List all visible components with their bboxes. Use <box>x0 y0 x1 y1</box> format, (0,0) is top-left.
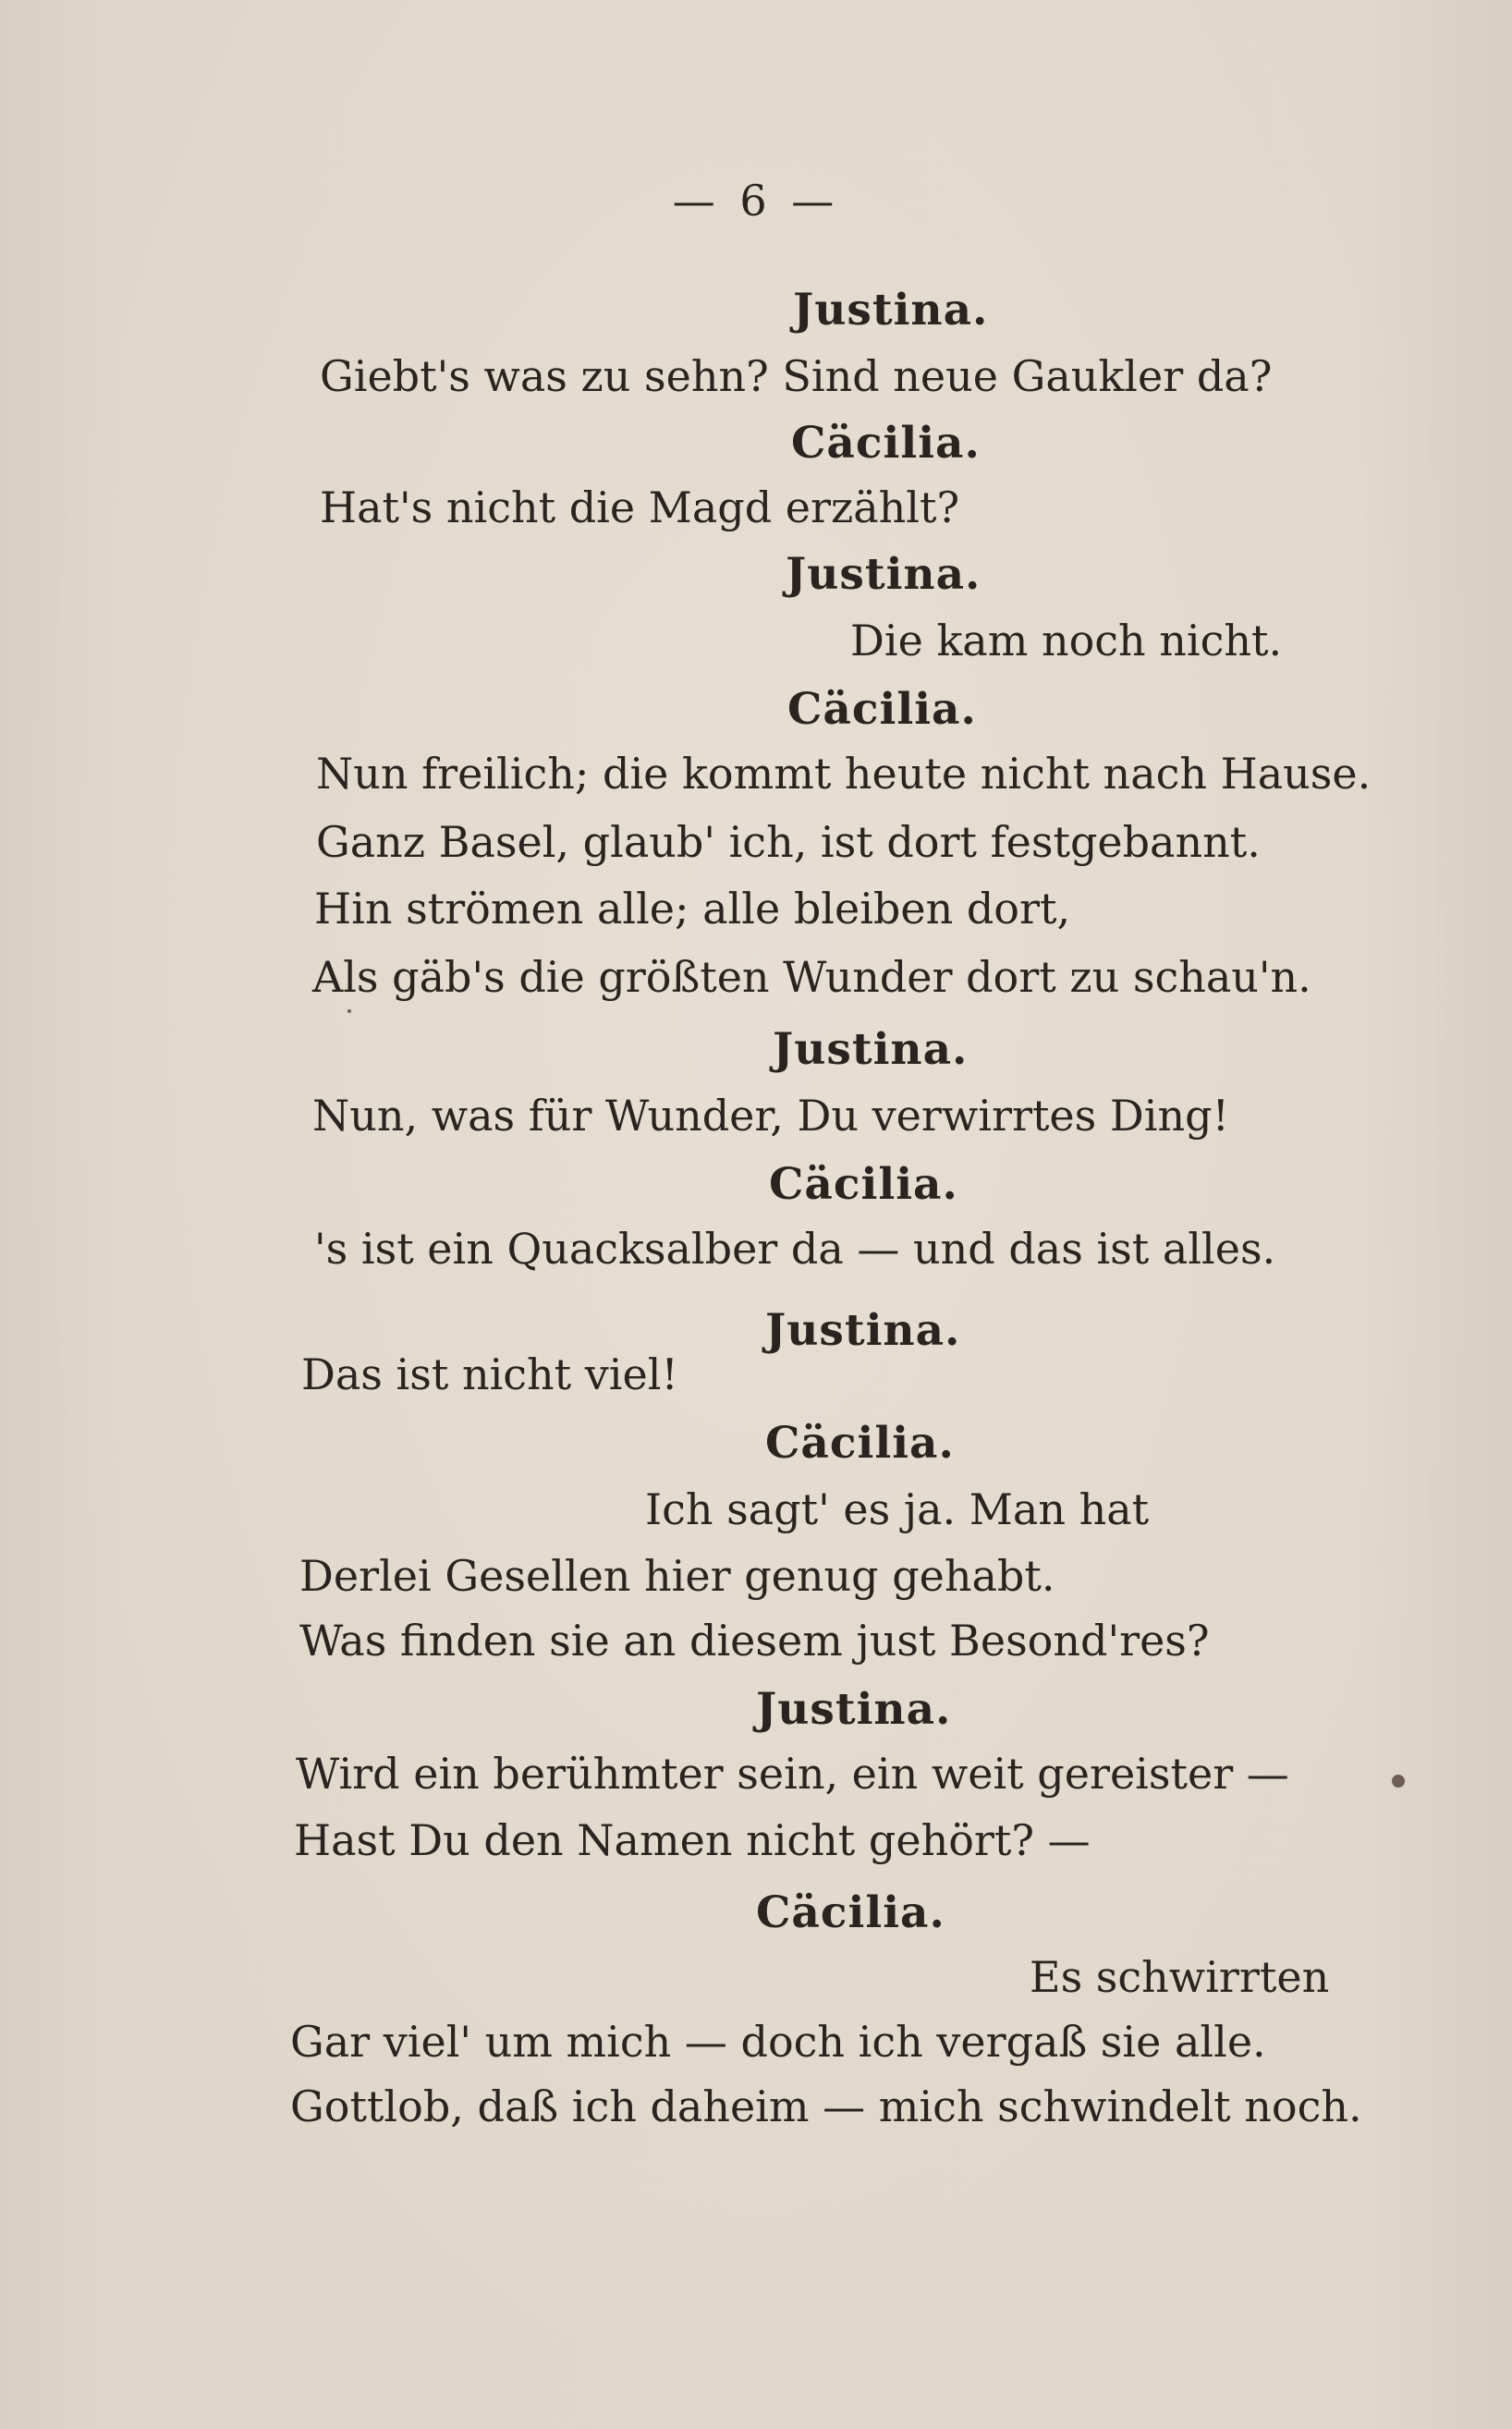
verse-line: Was finden sie an diesem just Besond'res? <box>299 1616 1210 1666</box>
page-number: — 6 — <box>672 176 840 226</box>
speaker-name: Cäcilia. <box>765 1418 955 1469</box>
verse-line: Die kam noch nicht. <box>850 616 1283 665</box>
verse-line: Nun freilich; die kommt heute nicht nach Hause. <box>316 749 1372 799</box>
ink-speck <box>348 1009 351 1013</box>
verse-line: Gar viel' um mich — doch ich vergaß sie alle. <box>290 2017 1266 2067</box>
speaker-name: Cäcilia. <box>769 1159 958 1210</box>
speaker-name: Justina. <box>793 285 989 336</box>
speaker-name: Justina. <box>765 1305 961 1356</box>
verse-line: Hast Du den Namen nicht gehört? — <box>294 1815 1091 1865</box>
speaker-name: Justina. <box>773 1024 969 1075</box>
speaker-name: Cäcilia. <box>787 684 977 735</box>
speaker-name: Cäcilia. <box>791 418 981 469</box>
verse-line: Ich sagt' es ja. Man hat <box>645 1484 1150 1534</box>
verse-line: Nun, was für Wunder, Du verwirrtes Ding! <box>312 1091 1230 1141</box>
verse-line: Es schwirrten <box>1030 1952 1330 2002</box>
speaker-name: Justina. <box>756 1684 952 1735</box>
verse-line: Das ist nicht viel! <box>301 1349 678 1399</box>
verse-line: Als gäb's die größten Wunder dort zu schau'n. <box>312 952 1311 1002</box>
verse-line: Gottlob, daß ich daheim — mich schwindelt noch. <box>290 2081 1362 2131</box>
verse-line: Ganz Basel, glaub' ich, ist dort festgebannt. <box>316 817 1261 867</box>
verse-line: Hin strömen alle; alle bleiben dort, <box>314 884 1071 934</box>
ink-speck <box>1392 1775 1405 1788</box>
verse-line: Wird ein berühmter sein, ein weit gereister — <box>296 1749 1289 1799</box>
verse-line: Giebt's was zu sehn? Sind neue Gaukler da? <box>320 351 1273 401</box>
speaker-name: Justina. <box>786 549 982 600</box>
verse-line: Derlei Gesellen hier genug gehabt. <box>299 1551 1055 1601</box>
verse-line: Hat's nicht die Magd erzählt? <box>320 482 960 532</box>
verse-line: 's ist ein Quacksalber da — und das ist alles. <box>314 1224 1276 1274</box>
speaker-name: Cäcilia. <box>756 1887 945 1938</box>
